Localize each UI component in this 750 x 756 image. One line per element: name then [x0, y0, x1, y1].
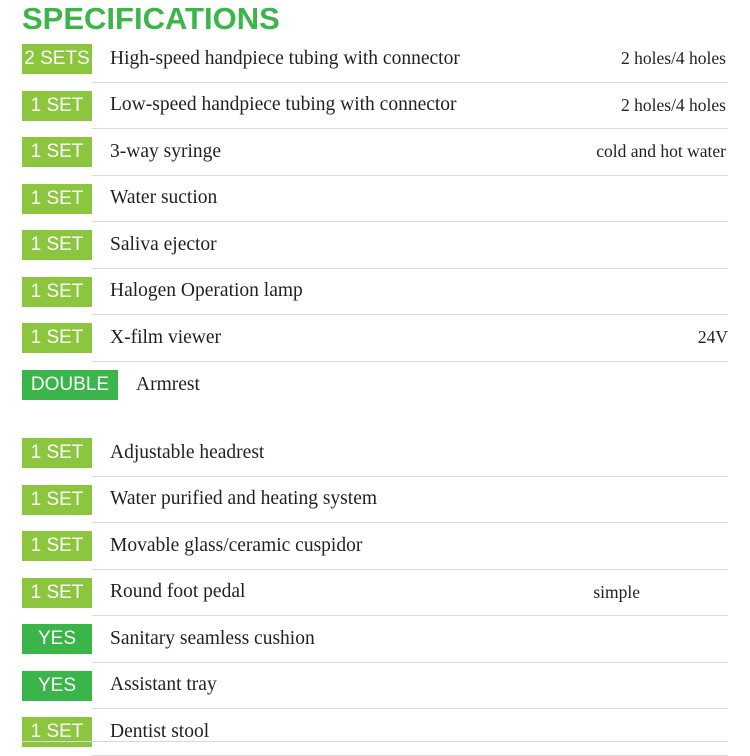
quantity-badge: 1 SET: [22, 277, 92, 307]
quantity-badge: 1 SET: [22, 531, 92, 561]
spec-list-secondary: [0, 430, 750, 756]
spec-label: Water suction: [110, 187, 218, 209]
spec-row: [0, 570, 750, 617]
spec-row: [0, 663, 750, 710]
spec-row: [0, 269, 750, 316]
spec-row: [0, 430, 750, 477]
spec-label-cell: [92, 616, 728, 663]
spec-label: Water purified and heating system: [110, 488, 378, 510]
spec-label: Adjustable headrest: [110, 441, 265, 463]
spec-label-cell: [92, 83, 728, 130]
spec-row: [0, 83, 750, 130]
spec-label: 3-way syringe: [110, 140, 222, 162]
spec-row: [0, 362, 750, 409]
spec-label-cell: [92, 523, 728, 570]
spec-label: Dentist stool: [110, 720, 210, 742]
quantity-badge: 2 SETS: [22, 44, 92, 74]
spec-row: [0, 36, 750, 83]
quantity-badge: 1 SET: [22, 137, 92, 167]
spec-label: Assistant tray: [110, 674, 217, 696]
page-title: SPECIFICATIONS: [22, 1, 280, 36]
spec-label-cell: [92, 570, 728, 617]
bottom-rule: [22, 741, 728, 742]
quantity-badge: 1 SET: [22, 438, 92, 468]
quantity-badge: 1 SET: [22, 717, 92, 747]
spec-row: [0, 176, 750, 223]
spec-label-cell: [92, 36, 728, 83]
spec-label-cell: [92, 709, 728, 756]
spec-label-cell: [92, 222, 728, 269]
spec-label: Low-speed handpiece tubing with connector: [110, 94, 457, 116]
spec-label-cell: [92, 129, 728, 176]
quantity-badge: 1 SET: [22, 91, 92, 121]
spec-row: [0, 523, 750, 570]
spec-note: 2 holes/4 holes: [621, 48, 726, 69]
spec-note: simple: [593, 581, 640, 602]
quantity-badge: YES: [22, 624, 92, 654]
spec-note: 2 holes/4 holes: [621, 94, 726, 115]
spec-label-cell: [92, 176, 728, 223]
spec-label-cell: [118, 362, 728, 409]
spec-row: [0, 315, 750, 362]
spec-label-cell: [92, 315, 728, 362]
spec-label: High-speed handpiece tubing with connector: [110, 47, 460, 69]
spec-label: Saliva ejector: [110, 233, 217, 255]
quantity-badge: YES: [22, 671, 92, 701]
spec-label-cell: [92, 663, 728, 710]
spec-note: cold and hot water: [596, 141, 726, 162]
section-divider: [0, 408, 750, 430]
spec-note: 24V: [697, 327, 728, 348]
quantity-badge: 1 SET: [22, 485, 92, 515]
spec-list-primary: [0, 36, 750, 408]
spec-label: Halogen Operation lamp: [110, 280, 303, 302]
spec-label: X-film viewer: [110, 326, 222, 348]
spec-label: Armrest: [136, 373, 200, 395]
spec-row: [0, 222, 750, 269]
spec-row: [0, 477, 750, 524]
spec-label-cell: [92, 430, 728, 477]
quantity-badge: 1 SET: [22, 323, 92, 353]
spec-row: [0, 616, 750, 663]
spec-row: [0, 709, 750, 756]
spec-label: Movable glass/ceramic cuspidor: [110, 534, 363, 556]
spec-label-cell: [92, 269, 728, 316]
quantity-badge: 1 SET: [22, 184, 92, 214]
spec-label: Sanitary seamless cushion: [110, 627, 315, 649]
spec-label-cell: [92, 477, 728, 524]
spec-row: [0, 129, 750, 176]
spec-label: Round foot pedal: [110, 581, 246, 603]
quantity-badge: 1 SET: [22, 230, 92, 260]
quantity-badge: 1 SET: [22, 578, 92, 608]
quantity-badge: DOUBLE: [22, 370, 118, 400]
